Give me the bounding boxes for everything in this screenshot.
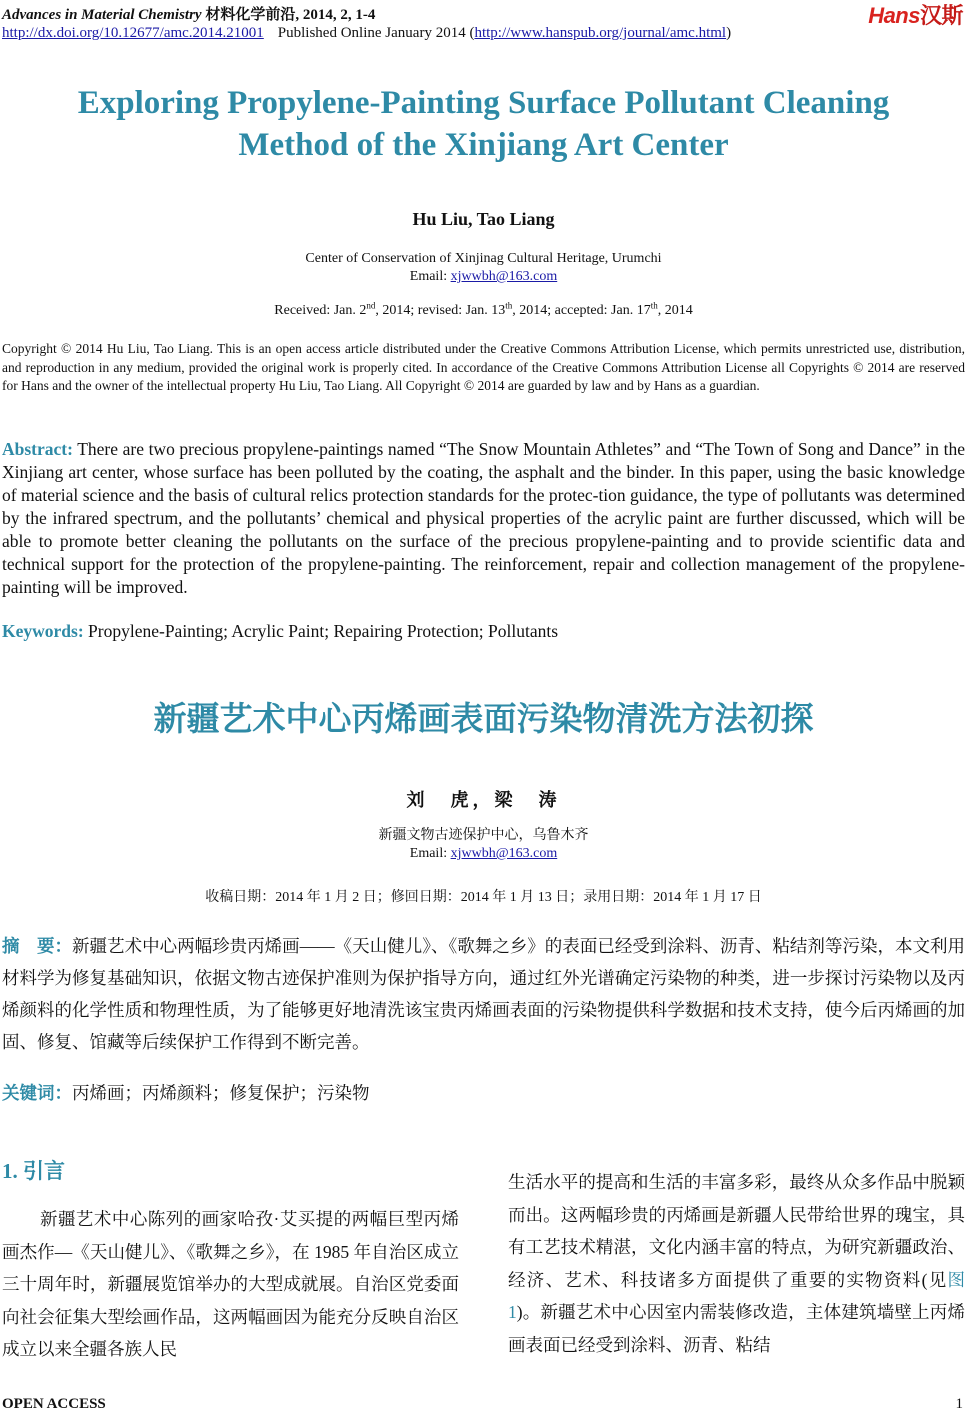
chinese-email-line: Email: xjwwbh@163.com <box>409 846 558 861</box>
english-email-line: Email: xjwwbh@163.com <box>409 269 558 284</box>
chinese-abstract <box>2 930 965 1058</box>
english-email-link[interactable]: xjwwbh@163.com <box>450 269 558 284</box>
published-suffix: ) <box>726 25 732 41</box>
english-affiliation: Center of Conservation of Xinjinag Cultural Heritage, Urumchi <box>305 251 662 266</box>
english-abstract <box>2 438 965 599</box>
english-received-dates: Received: Jan. 2nd, 2014; revised: Jan. 13th, 2014; accepted: Jan. 17th, 2014 <box>274 300 693 318</box>
journal-link[interactable]: http://www.hanspub.org/journal/amc.html <box>474 25 727 41</box>
english-keywords-text: Propylene-Painting; Acrylic Paint; Repairing Protection; Pollutants <box>83 621 559 641</box>
hans-logo: Hans汉斯 <box>868 3 963 28</box>
published-prefix: Published Online January 2014 ( <box>277 25 475 41</box>
doi-link[interactable]: http://dx.doi.org/10.12677/amc.2014.21001 <box>2 25 264 41</box>
chinese-abstract-text: 新疆艺术中心两幅珍贵丙烯画——《天山健儿》、《歌舞之乡》的表面已经受到涂料、沥青、粘结剂等污染，本文利用材料学为修复基础知识，依据文物古迹保护准则为保护指导方向，通过红外光谱确定污染物的种类，进一步探讨污染物以及丙烯颜料的化学性质和物理性质，为了能够更好地清洗该宝贵丙烯画表面的污染物提供科学数据和技术支持，使今后丙烯画的加固、修复、馆藏等后续保护工作得到不断完善。 <box>2 936 966 1052</box>
chinese-authors: 刘 虎，梁 涛 <box>406 790 561 810</box>
journal-line <box>2 3 375 24</box>
chinese-keywords-label: 关键词： <box>2 1083 72 1103</box>
chinese-email-link[interactable]: xjwwbh@163.com <box>450 846 558 861</box>
page-number: 1 <box>955 1396 963 1412</box>
english-title: Exploring Propylene-Painting Surface Pollutant Cleaning Method of the Xinjiang Art Center <box>77 85 890 163</box>
chinese-keywords <box>2 1080 965 1105</box>
chinese-abstract-label: 摘 要： <box>2 936 73 956</box>
journal-issue: 材料化学前沿, 2014, 2, 1-4 <box>205 7 376 23</box>
journal-name: Advances in Material Chemistry <box>2 7 202 23</box>
english-keywords <box>2 621 965 642</box>
chinese-title: 新疆艺术中心丙烯画表面污染物清洗方法初探 <box>153 699 814 738</box>
english-affiliation-block <box>0 250 967 286</box>
copyright-notice: Copyright © 2014 Hu Liu, Tao Liang. This is an open access article distributed under the Creative Commons Attribution License, which permits unrestricted use, distribution, and reproduction in any medium, provided the original work is properly cited. In accordance of the Creative Commons Attribution License all Copyrights © 2014 are reserved for Hans and the owner of the intellectual property Hu Liu, Tao Liang. All Copyright © 2014 are guarded by law and by Hans as a guardian. <box>2 341 965 393</box>
body-column-left: 新疆艺术中心陈列的画家哈孜·艾买提的两幅巨型丙烯画杰作—《天山健儿》、《歌舞之乡》，在 1985 年自治区成立三十周年时，新疆展览馆举办的大型成就展。自治区党委面向社会征集大型绘画作品，这两幅画因为能充分反映自治区成立以来全疆各族人民 <box>2 1209 459 1359</box>
english-abstract-text: There are two precious propylene-paintings named “The Snow Mountain Athletes” and “The Town of Song and Dance” in the Xinjiang art center, whose surface has been polluted by the coating, the asphalt and the binder. In this paper, using the basic knowledge of material science and the basis of cultural relics protection standards for the protec-tion guidance, the type of pollutants was determined by the infrared spectrum, and the pollutants’ chemical and physical properties of the acrylic paint are further discussed, which will be able to promote better cleaning the pollutants on the surface of the precious propylene-painting and to provide scientific data and technical support for the protection of the propylene-painting. The reinforcement, repair and collection management of the propylene-painting will be improved. <box>2 439 965 597</box>
english-abstract-label: Abstract: <box>2 439 73 459</box>
english-keywords-label: Keywords: <box>2 621 84 641</box>
figure-1-reference[interactable]: 图 1 <box>508 1269 965 1322</box>
open-access-label: OPEN ACCESS <box>2 1396 106 1412</box>
publication-line <box>2 25 731 42</box>
chinese-received-dates: 收稿日期：2014 年 1 月 2 日；修回日期：2014 年 1 月 13 日；录用日期：2014 年 1 月 17 日 <box>205 890 762 905</box>
section-heading-introduction: 1. 引言 <box>2 1159 65 1183</box>
chinese-affiliation: 新疆文物古迹保护中心，乌鲁木齐 <box>378 828 589 843</box>
english-authors: Hu Liu, Tao Liang <box>412 209 555 229</box>
chinese-keywords-text: 丙烯画；丙烯颜料；修复保护；污染物 <box>72 1083 370 1103</box>
body-column-right: 生活水平的提高和生活的丰富多彩，最终从众多作品中脱颖而出。这两幅珍贵的丙烯画是新疆人民带给世界的瑰宝，具有工艺技术精湛，文化内涵丰富的特点，为研究新疆政治、经济、艺术、科技诸多方面提供了重要的实物资料(见图 1)。新疆艺术中心因室内需装修改造，主体建筑墙壁上丙烯画表面已经受到涂料、沥青、粘结 <box>508 1172 965 1355</box>
chinese-affiliation-block <box>0 827 967 863</box>
